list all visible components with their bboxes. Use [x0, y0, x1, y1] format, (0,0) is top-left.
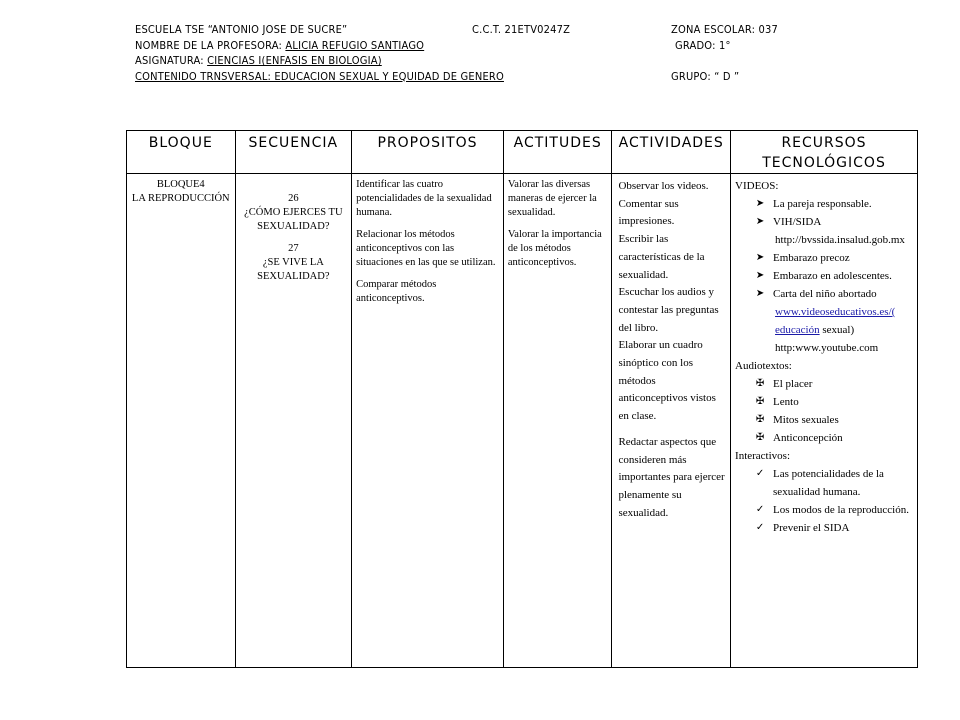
- subject-line: [135, 53, 382, 69]
- video-title: VIH/SIDA: [773, 216, 822, 228]
- header-propositos: PROPOSITOS: [352, 131, 504, 174]
- arrow-bullet-icon: ➤: [755, 198, 765, 209]
- list-item: [735, 375, 915, 393]
- school-zone: ZONA ESCOLAR: 037: [671, 23, 778, 36]
- activity-item: Comentar sus impresiones.: [618, 197, 679, 228]
- video-title: Embarazo precoz: [773, 252, 850, 264]
- purpose-item: Relacionar los métodos anticonceptivos con las situaciones en las que se utilizan.: [356, 229, 496, 268]
- header-secuencia: SECUENCIA: [235, 131, 352, 174]
- check-bullet-icon: ✓: [755, 522, 765, 533]
- interactive-label: Interactivos:: [735, 450, 791, 462]
- school-name: ESCUELA TSE “ANTONIO JOSE DE SUCRE”: [135, 23, 348, 36]
- cross-bullet-icon: ✠: [755, 414, 765, 425]
- vih-url: http://bvssida.insalud.gob.mx: [775, 234, 905, 246]
- list-item: [735, 501, 915, 519]
- video-title: Embarazo en adolescentes.: [773, 270, 892, 282]
- interactive-title: Prevenir el SIDA: [773, 522, 850, 534]
- audio-title: Mitos sexuales: [773, 414, 839, 426]
- header-recursos: RECURSOS TECNOLÓGICOS: [731, 131, 918, 174]
- recursos-cell: [731, 174, 918, 668]
- table-row: [127, 174, 918, 668]
- purpose-item: Comparar métodos anticonceptivos.: [356, 279, 437, 304]
- list-item: [735, 393, 915, 411]
- arrow-bullet-icon: ➤: [755, 216, 765, 227]
- video-title: La pareja responsable.: [773, 198, 872, 210]
- sequence-title: ¿SE VIVE LA: [262, 257, 324, 268]
- video-link[interactable]: educación: [775, 324, 820, 336]
- attitude-item: Valorar la importancia de los métodos anticonceptivos.: [507, 229, 602, 268]
- header-bloque: BLOQUE: [127, 131, 236, 174]
- actitudes-cell: [503, 174, 612, 668]
- sequence-title: ¿CÓMO EJERCES TU: [244, 207, 343, 218]
- link-tail: sexual): [819, 324, 855, 336]
- bloque-cell: [127, 174, 236, 668]
- cross-bullet-icon: ✠: [755, 432, 765, 443]
- audio-label: Audiotextos:: [735, 360, 792, 372]
- list-item: [735, 249, 915, 267]
- activity-item: Observar los videos.: [618, 180, 709, 192]
- sequence-number: 26: [288, 193, 299, 204]
- header-actitudes: ACTITUDES: [503, 131, 612, 174]
- arrow-bullet-icon: ➤: [755, 252, 765, 263]
- activity-item: Redactar aspectos que consideren más importantes para ejercer plenamente su sexualidad.: [618, 435, 725, 519]
- teacher-line: [135, 38, 424, 54]
- youtube-url: http:www.youtube.com: [775, 342, 879, 354]
- list-item: [735, 267, 915, 285]
- bloque-number: BLOQUE4: [156, 179, 205, 190]
- school-code: C.C.T. 21ETV0247Z: [472, 23, 571, 36]
- lesson-plan-table: [126, 130, 918, 668]
- teacher-name: ALICIA REFUGIO SANTIAGO: [285, 38, 425, 52]
- list-item: [735, 465, 915, 501]
- list-item: [735, 213, 915, 231]
- transversal-content: CONTENIDO TRNSVERSAL: EDUCACION SEXUAL Y EQUIDAD DE GENERO: [135, 69, 504, 83]
- list-item: [735, 429, 915, 447]
- attitude-item: Valorar las diversas maneras de ejercer la sexualidad.: [507, 179, 597, 218]
- subject-label: ASIGNATURA:: [135, 54, 208, 67]
- audio-title: Lento: [773, 396, 799, 408]
- teacher-label: NOMBRE DE LA PROFESORA:: [135, 38, 286, 52]
- list-item: [735, 285, 915, 303]
- videos-label: VIDEOS:: [735, 180, 779, 192]
- purpose-item: Identificar las cuatro potencialidades de la sexualidad humana.: [356, 179, 492, 218]
- sequence-title: SEXUALIDAD?: [257, 271, 330, 282]
- bloque-title: LA REPRODUCCIÓN: [131, 193, 230, 204]
- secuencia-cell: [235, 174, 352, 668]
- grade: GRADO: 1°: [675, 38, 731, 52]
- interactive-title: Los modos de la reproducción.: [773, 504, 909, 516]
- document-header: [135, 22, 935, 84]
- group: GRUPO: “ D ”: [671, 69, 740, 83]
- arrow-bullet-icon: ➤: [755, 270, 765, 281]
- table-header-row: [127, 131, 918, 174]
- header-actividades: ACTIVIDADES: [612, 131, 731, 174]
- activity-item: Elaborar un cuadro sinóptico con los métodos anticonceptivos vistos en clase.: [618, 339, 716, 423]
- list-item: [735, 519, 915, 537]
- list-item: [735, 195, 915, 213]
- arrow-bullet-icon: ➤: [755, 288, 765, 299]
- activity-item: Escribir las características de la sexualidad.: [618, 233, 705, 281]
- video-title: Carta del niño abortado: [773, 288, 877, 300]
- audio-title: Anticoncepción: [773, 432, 843, 444]
- subject-name: CIENCIAS I(ENFASIS EN BIOLOGIA): [207, 54, 382, 67]
- actividades-cell: [612, 174, 731, 668]
- check-bullet-icon: ✓: [755, 504, 765, 515]
- interactive-title: Las potencialidades de la sexualidad humana.: [773, 468, 884, 498]
- video-link[interactable]: www.videoseducativos.es/(: [775, 306, 896, 318]
- sequence-title: SEXUALIDAD?: [257, 221, 330, 232]
- list-item: [735, 411, 915, 429]
- propositos-cell: [352, 174, 504, 668]
- activity-item: Escuchar los audios y contestar las preguntas del libro.: [618, 286, 719, 334]
- audio-title: El placer: [773, 378, 813, 390]
- cross-bullet-icon: ✠: [755, 378, 765, 389]
- sequence-number: 27: [288, 243, 299, 254]
- cross-bullet-icon: ✠: [755, 396, 765, 407]
- check-bullet-icon: ✓: [755, 468, 765, 479]
